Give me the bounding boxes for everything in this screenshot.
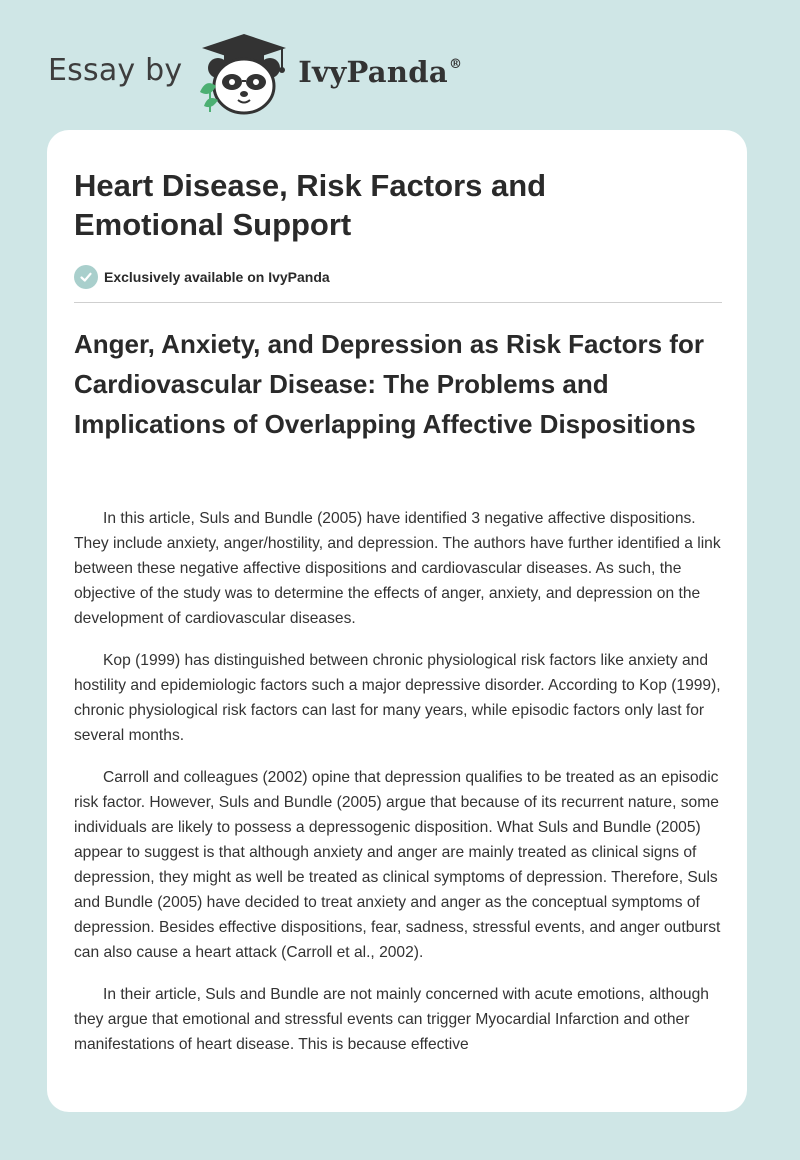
paragraph-3: Carroll and colleagues (2002) opine that depression qualifies to be treated as an episodic risk factor. However, Suls and Bundle (2005) argue that because of its recurrent nature, some individuals are likely to possess a depressogenic disposition. What Suls and Bundle (2005) appear to suggest is that although anxiety and anger are mainly treated as clinical signs of depression, they might as well be treated as clinical symptoms of depression. Therefore, Suls and Bundle (2005) have decided to treat anxiety and anger as the conceptual symptoms of depression. Besides effective dispositions, fear, sadness, stressful events, and anger outburst can also cause a heart attack (Carroll et al., 2002). <box>74 769 721 961</box>
page-title: Heart Disease, Risk Factors and Emotional Support <box>74 168 547 242</box>
paragraph-1: In this article, Suls and Bundle (2005) have identified 3 negative affective dispositions. They include anxiety, anger/hostility, and depression. The authors have further identified a link between these negative affective dispositions and cardiovascular diseases. As such, the objective of the study was to determine the effects of anger, anxiety, and depression on the development of cardiovascular diseases. <box>74 510 721 627</box>
brand-logo[interactable] <box>48 28 462 118</box>
divider <box>74 302 722 303</box>
trademark-symbol: ® <box>448 57 463 72</box>
site-header <box>0 0 800 130</box>
essay-by-label: Essay by <box>48 52 183 88</box>
exclusive-text: Exclusively available on IvyPanda <box>104 269 330 285</box>
article-heading: Anger, Anxiety, and Depression as Risk Factors for Cardiovascular Disease: The Problems and Implications of Overlapping Affective Dispositions <box>74 329 704 439</box>
essay-card <box>47 130 747 1112</box>
paragraph-2: Kop (1999) has distinguished between chronic physiological risk factors like anxiety and hostility and epidemiologic factors such a major depressive disorder. According to Kop (1999), chronic physiological risk factors can last for many years, while episodic factors only last for several months. <box>74 652 721 744</box>
panda-graduate-icon <box>196 28 292 118</box>
paragraph-4: In their article, Suls and Bundle are not mainly concerned with acute emotions, although they argue that emotional and stressful events can trigger Myocardial Infarction and other manifestations of heart disease. This is because effective <box>74 986 709 1053</box>
brand-name: IvyPanda® <box>298 55 463 89</box>
exclusive-badge <box>74 264 330 290</box>
article-body <box>74 506 722 1074</box>
check-icon <box>74 265 98 289</box>
